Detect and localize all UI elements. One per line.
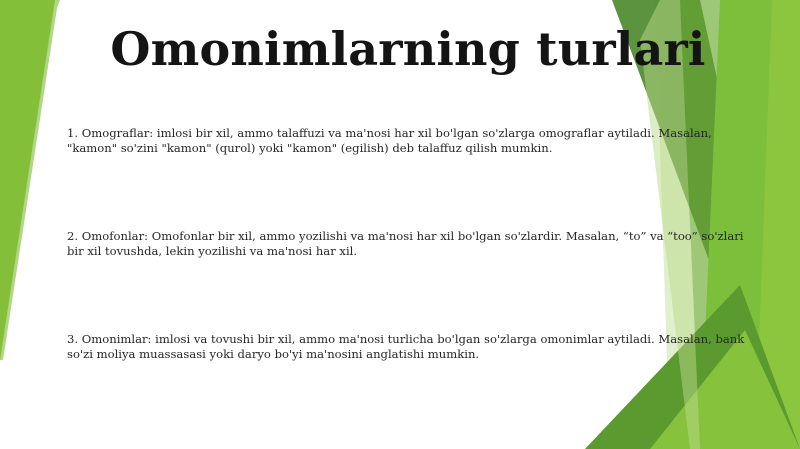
paragraph-omofonlar: 2. Omofonlar: Omofonlar bir xil, ammo yozilishi va ma'nosi har xil bo'lgan so'zlardir. Masalan, “to” va “too” so'zlari bir xil tovushda, lekin yozilishi va ma'nosi har xil. <box>67 229 744 258</box>
paragraph-omograflar: 1. Omograflar: imlosi bir xil, ammo talaffuzi va ma'nosi har xil bo'lgan so'zlarga omograflar aytiladi. Masalan, "kamon" so'zini "kamon" (qurol) yoki "kamon" (egilish) deb talaffuz qilish mumkin. <box>67 126 712 155</box>
slide-title: Omonimlarning turlari <box>110 22 706 76</box>
paragraph-omonimlar: 3. Omonimlar: imlosi va tovushi bir xil, ammo ma'nosi turlicha bo'lgan so'zlarga omonimlar aytiladi. Masalan, bank so'zi moliya muassasasi yoki daryo bo'yi ma'nosini anglatishi mumkin. <box>67 332 745 361</box>
